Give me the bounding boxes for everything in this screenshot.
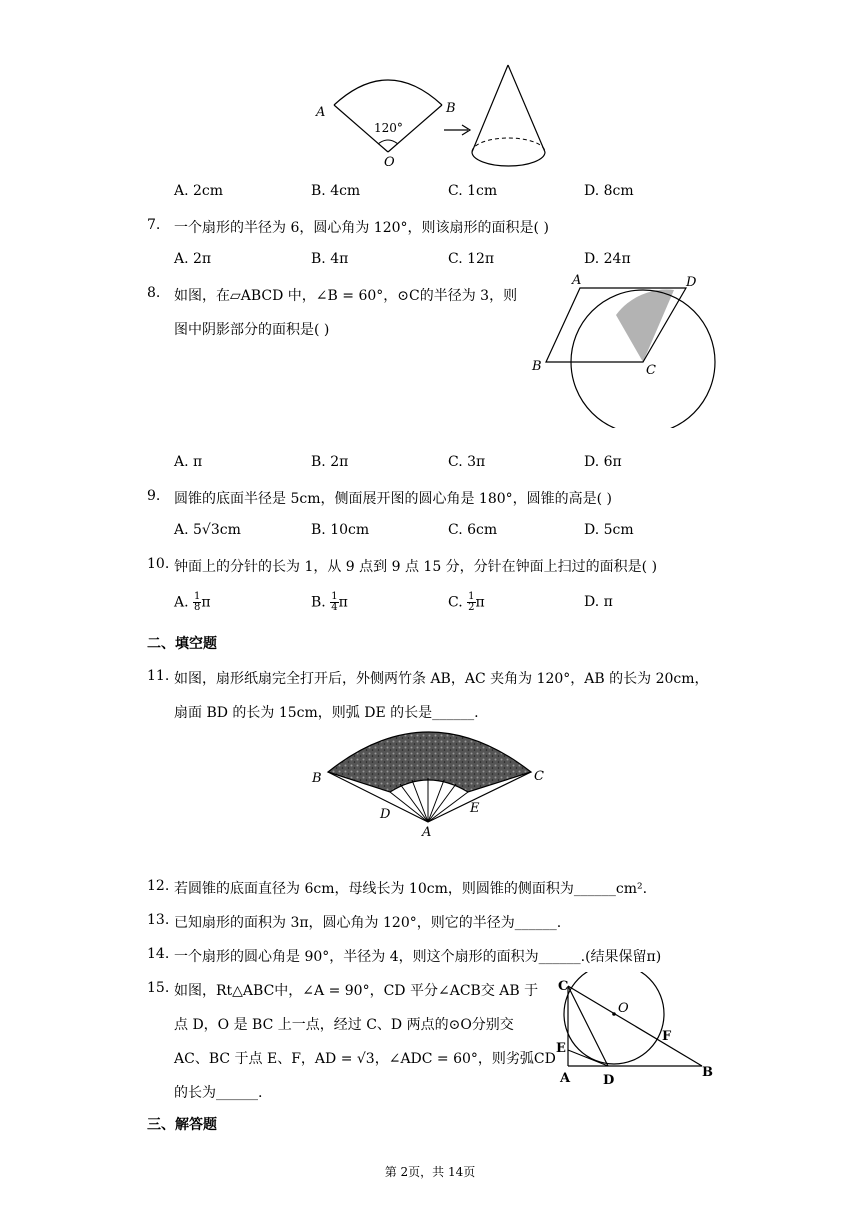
q10-option-b-label: B. bbox=[311, 594, 326, 611]
figure-parallelogram-circle bbox=[528, 268, 723, 428]
q10-option-c-fraction: $\frac{1}{2}$ bbox=[468, 591, 475, 613]
q7-option-b: B. 4π bbox=[311, 251, 349, 267]
q7-number: 7. bbox=[147, 217, 161, 233]
fig15-label-d: D bbox=[603, 1073, 615, 1088]
fig15-label-o: O bbox=[618, 1001, 629, 1016]
fig11-label-e: E bbox=[470, 801, 480, 816]
q15-text-line3: AC、BC 于点 E、F，AD = √3，∠ADC = 60°，则劣弧CD bbox=[174, 1051, 556, 1067]
q7-text: 一个扇形的半径为 6，圆心角为 120°，则该扇形的面积是( ) bbox=[174, 220, 549, 236]
q10-option-a-fraction: $\frac{1}{8}$ bbox=[194, 591, 201, 613]
q6-option-d: D. 8cm bbox=[584, 183, 634, 199]
q15-text-line2: 点 D，O 是 BC 上一点，经过 C、D 两点的⊙O分别交 bbox=[174, 1017, 514, 1033]
q8-option-d: D. 6π bbox=[584, 454, 622, 470]
fig6-label-b: B bbox=[446, 101, 456, 116]
q8-option-c: C. 3π bbox=[448, 454, 486, 470]
page-footer: 第 2页，共 14页 bbox=[384, 1165, 476, 1179]
q9-option-b: B. 10cm bbox=[311, 522, 370, 538]
fig11-label-b: B bbox=[312, 771, 322, 786]
figure-paper-fan bbox=[308, 722, 558, 844]
q10-number: 10. bbox=[147, 556, 170, 572]
q10-option-c-label: C. bbox=[448, 594, 463, 611]
fig11-label-d: D bbox=[380, 807, 391, 822]
q10-option-a: A. $\frac{1}{8}$ π bbox=[174, 591, 211, 613]
fig8-label-d: D bbox=[686, 275, 697, 290]
q14-text: 一个扇形的圆心角是 90°，半径为 4，则这个扇形的面积为______.(结果保留π) bbox=[174, 949, 662, 965]
q12-number: 12. bbox=[147, 878, 170, 894]
q8-text-line2: 图中阴影部分的面积是( ) bbox=[174, 322, 330, 338]
q10-option-c: C. $\frac{1}{2}$ π bbox=[448, 591, 485, 613]
q8-option-b: B. 2π bbox=[311, 454, 349, 470]
fig15-label-b: B bbox=[702, 1065, 713, 1080]
q15-text-line1: 如图，Rt△ABC中，∠A = 90°，CD 平分∠ACB交 AB 于 bbox=[174, 983, 539, 999]
section-heading-answer: 三、解答题 bbox=[147, 1117, 217, 1133]
q12-text: 若圆锥的底面直径为 6cm，母线长为 10cm，则圆锥的侧面积为______cm². bbox=[174, 881, 648, 897]
fig11-label-c: C bbox=[534, 769, 544, 784]
q10-option-d-label: D. bbox=[584, 594, 600, 610]
q7-option-d: D. 24π bbox=[584, 251, 631, 267]
q10-option-d: D. π bbox=[584, 594, 613, 610]
figure-sector-cone bbox=[310, 60, 560, 172]
q6-option-a: A. 2cm bbox=[174, 183, 224, 199]
q8-option-a: A. π bbox=[174, 454, 203, 470]
fig15-label-c: C bbox=[558, 979, 569, 994]
q14-number: 14. bbox=[147, 946, 170, 962]
q9-text: 圆锥的底面半径是 5cm，侧面展开图的圆心角是 180°，圆锥的高是( ) bbox=[174, 491, 613, 507]
q9-option-d: D. 5cm bbox=[584, 522, 634, 538]
q6-option-c: C. 1cm bbox=[448, 183, 498, 199]
q9-number: 9. bbox=[147, 488, 161, 504]
q6-option-b: B. 4cm bbox=[311, 183, 361, 199]
q8-number: 8. bbox=[147, 285, 161, 301]
q7-option-c: C. 12π bbox=[448, 251, 495, 267]
section-heading-fill-blank: 二、填空题 bbox=[147, 636, 217, 652]
fig6-label-a: A bbox=[316, 105, 326, 120]
q9-option-a: A. 5√3cm bbox=[174, 522, 241, 538]
q10-option-b-fraction: $\frac{1}{4}$ bbox=[331, 591, 338, 613]
q11-text-line2: 扇面 BD 的长为 15cm，则弧 DE 的长是______. bbox=[174, 705, 479, 721]
fig8-label-c: C bbox=[646, 363, 656, 378]
q9-option-c: C. 6cm bbox=[448, 522, 498, 538]
q13-number: 13. bbox=[147, 912, 170, 928]
q8-text-line1: 如图，在▱ABCD 中，∠B = 60°，⊙C的半径为 3，则 bbox=[174, 288, 518, 304]
fig15-label-f: F bbox=[662, 1029, 672, 1044]
q15-text-line4: 的长为______. bbox=[174, 1085, 263, 1101]
fig15-label-a: A bbox=[560, 1071, 571, 1086]
fig6-label-o: O bbox=[384, 155, 395, 170]
q15-number: 15. bbox=[147, 980, 170, 996]
q7-option-a: A. 2π bbox=[174, 251, 212, 267]
q13-text: 已知扇形的面积为 3π，圆心角为 120°，则它的半径为______. bbox=[174, 915, 562, 931]
fig6-angle-label: 120° bbox=[374, 121, 403, 135]
q11-text-line1: 如图，扇形纸扇完全打开后，外侧两竹条 AB，AC 夹角为 120°，AB 的长为 20cm， bbox=[174, 671, 709, 687]
q10-option-a-label: A. bbox=[174, 594, 189, 611]
q10-option-b: B. $\frac{1}{4}$ π bbox=[311, 591, 348, 613]
figure-right-triangle-circle bbox=[548, 972, 720, 1090]
q10-text: 钟面上的分针的长为 1，从 9 点到 9 点 15 分，分针在钟面上扫过的面积是( ) bbox=[174, 559, 658, 575]
fig11-label-a: A bbox=[422, 825, 432, 840]
q11-number: 11. bbox=[147, 668, 170, 684]
fig15-label-e: E bbox=[556, 1041, 566, 1056]
fig8-label-b: B bbox=[532, 359, 542, 374]
fig8-label-a: A bbox=[572, 273, 582, 288]
